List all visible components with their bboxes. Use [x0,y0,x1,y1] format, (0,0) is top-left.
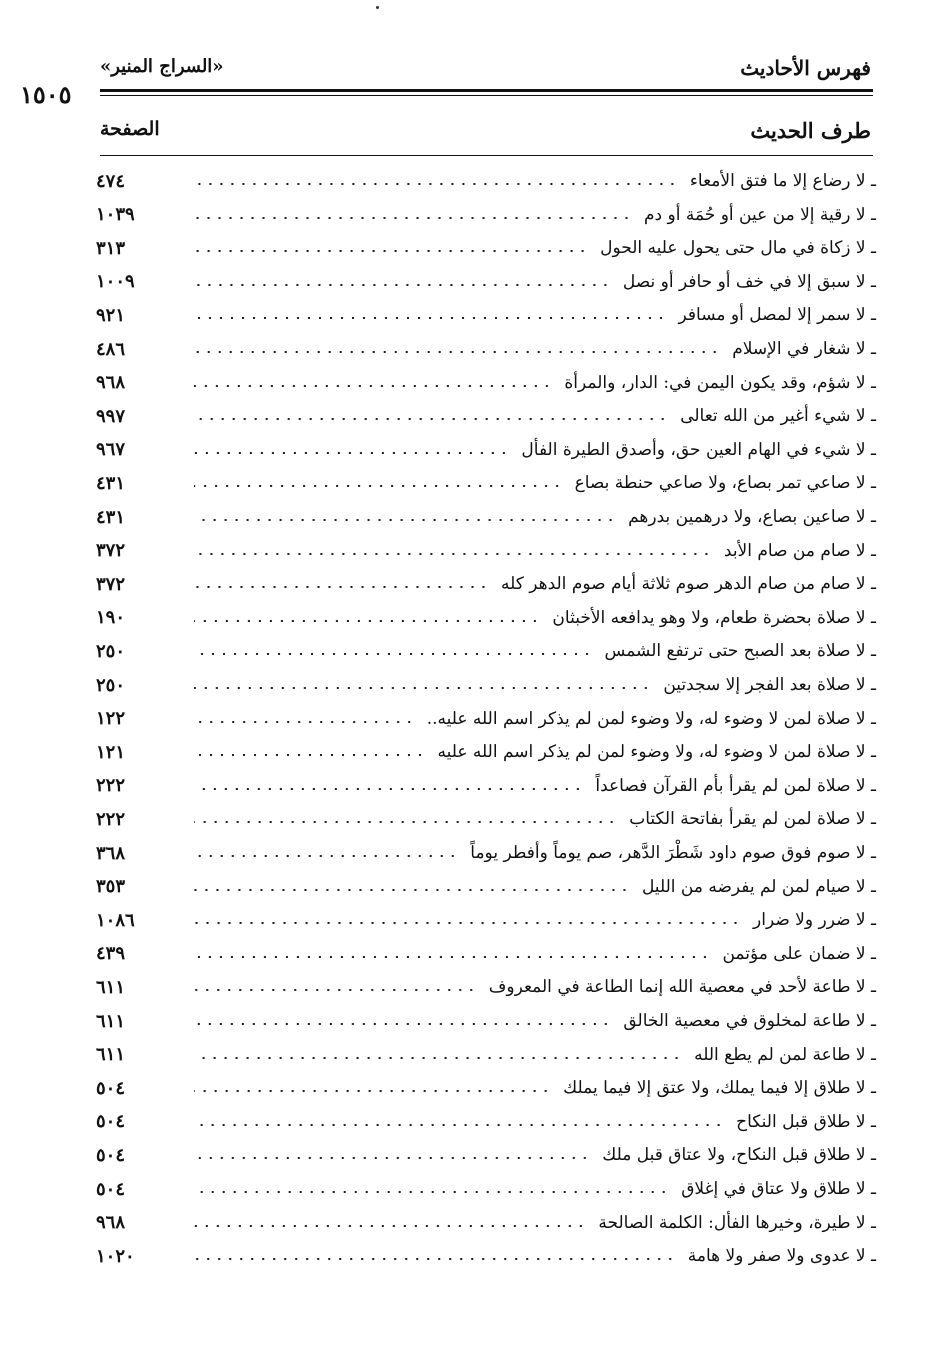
header-rule-thick [100,89,873,92]
hadith-text: ـ لا سمر إلا لمصل أو مسافر [678,305,876,326]
index-entry [96,500,876,534]
hadith-text: ـ لا شيء في الهام العين حق، وأصدق الطيرة الفأل [521,439,876,460]
page-reference: ٩٦٧ [96,439,126,461]
index-entry [96,231,876,265]
index-entry [96,870,876,904]
dot-leader [194,1124,724,1126]
page-reference: ٦١١ [96,1044,126,1066]
dot-leader [194,217,632,219]
index-entry [96,332,876,366]
index-entry [96,1004,876,1038]
dot-leader [194,922,741,924]
index-entry [96,802,876,836]
index-entry [96,1239,876,1273]
dot-leader [194,553,712,555]
hadith-text: ـ لا صام من صام الدهر صوم ثلاثة أيام صوم الدهر كله [501,574,876,595]
dot-leader [194,855,458,857]
hadith-text: ـ لا شيء أغير من الله تعالى [680,406,876,427]
dot-leader [194,485,563,487]
dot-leader [194,1057,682,1059]
index-entry [96,466,876,500]
index-entry [96,1138,876,1172]
page-reference: ٣٧٢ [96,540,126,562]
index-entry [96,836,876,870]
dot-leader [194,351,720,353]
dot-leader [194,788,583,790]
header-rule-thin [100,95,873,96]
page-reference: ١٢١ [96,741,126,763]
hadith-text: ـ لا طاعة لمن لم يطع الله [694,1044,876,1065]
dot-leader [194,452,509,454]
dot-leader [194,989,477,991]
page-reference: ٣٥٣ [96,876,126,898]
index-entry [96,534,876,568]
page-reference: ١٠٢٠ [96,1245,135,1267]
hadith-text: ـ لا زكاة في مال حتى يحول عليه الحول [600,238,876,259]
page-reference: ٥٠٤ [96,1111,126,1133]
dot-leader [194,653,593,655]
index-entry [96,198,876,232]
page-reference: ٤٣١ [96,472,126,494]
dot-leader [194,1191,669,1193]
page-reference: ٢٢٢ [96,775,126,797]
page-reference: ٦١١ [96,1010,126,1032]
page-reference: ٩٦٨ [96,1212,126,1234]
index-entry [96,366,876,400]
dot-leader [194,889,630,891]
index-entry [96,735,876,769]
hadith-text: ـ لا عدوى ولا صفر ولا هامة [687,1246,876,1267]
hadith-text: ـ لا صلاة لمن لا وضوء له، ولا وضوء لمن لم يذكر اسم الله عليه [437,742,876,763]
header-book-title: «السراج المنير» [100,56,224,77]
hadith-text: ـ لا شؤم، وقد يكون اليمن في: الدار، والمرأة [564,372,876,393]
page-reference: ٣٦٨ [96,842,126,864]
page-reference: ٥٠٤ [96,1178,126,1200]
dot-leader [194,1258,676,1260]
column-heading-page: الصفحة [100,118,160,140]
page-reference: ١٠٠٩ [96,271,135,293]
index-entry [96,601,876,635]
scan-speck [376,6,379,9]
dot-leader [194,317,667,319]
hadith-text: ـ لا صلاة بحضرة طعام، ولا وهو يدافعه الأخبثان [552,607,876,628]
dot-leader [194,586,489,588]
hadith-text: ـ لا رضاع إلا ما فتق الأمعاء [689,171,876,191]
hadith-text: ـ لا صام من صام الأبد [723,540,876,561]
hadith-text: ـ لا شغار في الإسلام [732,339,876,359]
page-reference: ١٠٨٦ [96,909,135,931]
index-entry [96,1071,876,1105]
index-entry [96,903,876,937]
hadith-text: ـ لا صاعي تمر بصاع، ولا صاعي حنطة بصاع [574,473,876,494]
hadith-text: ـ لا صلاة بعد الفجر إلا سجدتين [663,675,876,695]
dot-leader [194,687,651,689]
index-entry [96,668,876,702]
hadith-text: ـ لا طلاق قبل النكاح [736,1111,876,1132]
page-reference: ٤٣٩ [96,943,126,965]
hadith-text: ـ لا طاعة لمخلوق في معصية الخالق [623,1011,876,1031]
index-entry [96,1105,876,1139]
hadith-text: ـ لا ضمان على مؤتمن [722,943,876,964]
page-reference: ٤٨٦ [96,338,126,360]
dot-leader [194,821,617,823]
page-reference: ٣٧٢ [96,573,126,595]
hadith-text: ـ لا سبق إلا في خف أو حافر أو نصل [622,271,876,292]
hadith-text: ـ لا ضرر ولا ضرار [753,910,876,931]
page-number: ١٥٠٥ [20,80,72,109]
index-entry [96,567,876,601]
index-entry [96,1172,876,1206]
page-reference: ١٢٢ [96,708,126,730]
index-entry [96,1206,876,1240]
index-entry [96,298,876,332]
dot-leader [194,956,710,958]
page-reference: ٢٥٠ [96,640,126,662]
column-heading-rule [100,155,873,156]
page-reference: ٩٢١ [96,304,126,326]
index-entry [96,1038,876,1072]
dot-leader [194,250,588,252]
dot-leader [194,284,611,286]
running-header [100,56,871,88]
hadith-text: ـ لا طلاق ولا عتاق في إغلاق [681,1179,876,1199]
dot-leader [194,1157,590,1159]
dot-leader [194,620,540,622]
hadith-text: ـ لا صلاة لمن لا وضوء له، ولا وضوء لمن لم يذكر اسم الله عليه.. [426,708,876,729]
dot-leader [194,519,616,521]
page-reference: ١٠٣٩ [96,204,135,226]
index-entry [96,937,876,971]
hadith-text: ـ لا صلاة لمن لم يقرأ بأم القرآن فصاعداً [595,775,876,796]
page-reference: ٤٣١ [96,506,126,528]
header-title: فهرس الأحاديث [740,56,871,80]
dot-leader [194,1023,611,1025]
dot-leader [194,754,426,756]
hadith-text: ـ لا صيام لمن لم يفرضه من الليل [641,876,876,897]
hadith-text: ـ لا طاعة لأحد في معصية الله إنما الطاعة في المعروف [488,977,876,998]
hadith-text: ـ لا صوم فوق صوم داود شَطْرَ الدَّهر، صم يوماً وأفطر يوماً [470,843,876,863]
index-entry [96,702,876,736]
page-reference: ٦١١ [96,976,126,998]
dot-leader [194,1225,586,1227]
dot-leader [194,721,415,723]
page-reference: ٢٥٠ [96,674,126,696]
index-entry [96,970,876,1004]
hadith-text: ـ لا صلاة لمن لم يقرأ بفاتحة الكتاب [629,809,876,830]
page-reference: ٢٢٢ [96,808,126,830]
page-reference: ٩٦٨ [96,372,126,394]
hadith-text: ـ لا طيرة، وخيرها الفأل: الكلمة الصالحة [598,1212,876,1233]
hadith-text: ـ لا طلاق إلا فيما يملك، ولا عتق إلا فيما يملك [563,1078,876,1099]
page-reference: ٥٠٤ [96,1077,126,1099]
hadith-text: ـ لا طلاق قبل النكاح، ولا عتاق قبل ملك [602,1145,876,1166]
index-entry [96,265,876,299]
hadith-text: ـ لا صاعين بصاع، ولا درهمين بدرهم [628,507,876,527]
column-heading-hadith: طرف الحديث [750,118,871,143]
index-entry [96,634,876,668]
page-reference: ٥٠٤ [96,1144,126,1166]
page-reference: ٤٧٤ [96,170,126,192]
index-entry [96,433,876,467]
page-reference: ٣١٣ [96,237,126,259]
dot-leader [194,183,678,185]
hadith-text: ـ لا رقية إلا من عين أو حُمَة أو دم [644,204,876,225]
index-entry [96,164,876,198]
index-entry [96,399,876,433]
dot-leader [194,385,552,387]
page-reference: ١٩٠ [96,607,126,629]
page-reference: ٩٩٧ [96,405,126,427]
index-entry [96,769,876,803]
dot-leader [194,418,668,420]
hadith-text: ـ لا صلاة بعد الصبح حتى ترتفع الشمس [604,641,876,662]
dot-leader [194,1090,551,1092]
